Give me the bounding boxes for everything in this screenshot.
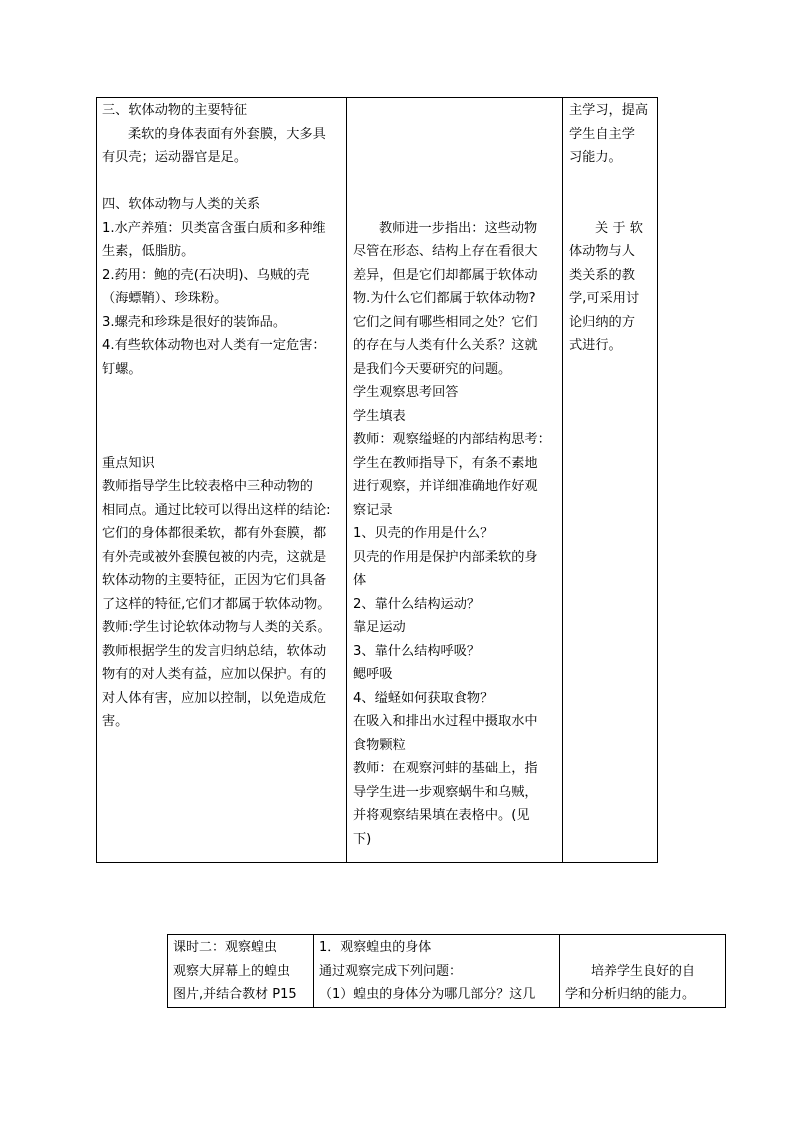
lesson2-line: 图片,并结合教材 P15 xyxy=(173,987,297,1002)
activity-line: 体 xyxy=(353,573,367,588)
intent-line: 类关系的教 xyxy=(569,267,635,283)
lesson2-intent-column xyxy=(560,935,726,1008)
key-knowledge-line: 软体动物的主要特征，正因为它们具备 xyxy=(102,573,327,588)
activity-line: 2、靠什么结构运动？ xyxy=(353,596,481,612)
activity-line: 并将观察结果填在表格中。(见 xyxy=(353,808,530,823)
activity-line: 物.为什么它们都属于软体动物? xyxy=(353,291,536,306)
intent-line: 体动物与人 xyxy=(569,244,635,259)
section-4-line: 生素，低脂肪。 xyxy=(102,244,195,259)
key-knowledge-line: 相同点。通过比较可以得出这样的结论: xyxy=(102,502,331,518)
lesson2-intent-line: 培养学生良好的自 xyxy=(591,963,696,979)
section-4-line: 1.水产养殖：贝类富含蛋白质和多种维 xyxy=(102,220,326,236)
key-knowledge-line: 它们的身体都很柔软，都有外套膜，都 xyxy=(102,526,327,541)
section-4-line: 钉螺。 xyxy=(102,361,142,377)
section-4-line: 2.药用：鲍的壳(石决明)、乌贼的壳 xyxy=(102,267,310,283)
lesson2-activity-column xyxy=(314,935,560,1008)
design-intent-column xyxy=(563,98,658,863)
lesson2-activity-line: （1）蝗虫的身体分为哪几部分？这几 xyxy=(319,987,536,1002)
teacher-activity-column xyxy=(347,98,563,863)
intent-line: 论归纳的方 xyxy=(569,314,635,330)
activity-line: 4、缢蛏如何获取食物？ xyxy=(353,690,494,706)
intent-line: 关 于 软 xyxy=(595,220,643,236)
activity-line: 学生观察思考回答 xyxy=(353,385,459,400)
activity-line: 察记录 xyxy=(353,502,393,518)
lesson2-line: 观察大屏幕上的蝗虫 xyxy=(173,963,291,979)
section-3-title: 三、软体动物的主要特征 xyxy=(102,103,248,118)
section-3-line: 有贝壳；运动器官是足。 xyxy=(102,150,248,165)
lesson2-line: 课时二：观察蝗虫 xyxy=(173,940,278,955)
key-knowledge-line: 教师:学生讨论软体动物与人类的关系。 xyxy=(102,620,331,635)
key-knowledge-title: 重点知识 xyxy=(102,455,155,471)
lesson2-activity-line: 通过观察完成下列问题： xyxy=(319,963,463,979)
activity-line: 食物颗粒 xyxy=(353,737,406,753)
activity-line: 鳃呼吸 xyxy=(353,667,393,682)
activity-line: 教师：在观察河蚌的基础上，指 xyxy=(353,761,538,776)
key-knowledge-line: 害。 xyxy=(102,714,129,729)
activity-line: 3、靠什么结构呼吸？ xyxy=(353,643,481,659)
activity-line: 导学生进一步观察蜗牛和乌贼， xyxy=(353,784,538,800)
activity-line: 下) xyxy=(353,831,372,847)
section-3-line: 柔软的身体表面有外套膜，大多具 xyxy=(128,126,326,142)
activity-line: 1、贝壳的作用是什么？ xyxy=(353,526,494,541)
section-4-title: 四、软体动物与人类的关系 xyxy=(102,197,261,212)
intent-line: 学,可采用讨 xyxy=(569,291,640,306)
lesson2-intent-line: 学和分析归纳的能力。 xyxy=(565,987,696,1002)
activity-line: 教师：观察缢蛏的内部结构思考： xyxy=(353,432,551,447)
activity-line: 学生填表 xyxy=(353,408,406,424)
activity-line: 尽管在形态、结构上存在看很大 xyxy=(353,244,538,259)
activity-line: 靠足运动 xyxy=(353,620,406,635)
section-4-line: 4.有些软体动物也对人类有一定危害： xyxy=(102,338,326,353)
key-knowledge-line: 物有的对人类有益，应加以保护。有的 xyxy=(102,667,327,682)
section-4-line: 3.螺壳和珍珠是很好的装饰品。 xyxy=(102,314,287,330)
activity-line: 差异，但是它们却都属于软体动 xyxy=(353,267,538,283)
key-knowledge-line: 教师根据学生的发言归纳总结，软体动 xyxy=(102,643,327,659)
lesson-plan-table-1 xyxy=(96,97,658,863)
lesson-plan-table-2 xyxy=(167,934,726,1008)
key-knowledge-line: 了这样的特征,它们才都属于软体动物。 xyxy=(102,596,331,612)
lesson2-content-column xyxy=(168,935,314,1008)
section-4-line: （海螵鞘）、珍珠粉。 xyxy=(102,291,228,306)
activity-line: 学生在教师指导下，有条不素地 xyxy=(353,455,538,471)
intent-line: 习能力。 xyxy=(569,150,622,165)
activity-line: 教师进一步指出：这些动物 xyxy=(379,220,538,236)
content-column xyxy=(97,98,347,863)
intent-line: 主学习，提高 xyxy=(569,103,649,118)
key-knowledge-line: 对人体有害，应加以控制，以免造成危 xyxy=(102,690,327,706)
activity-line: 的存在与人类有什么关系？这就 xyxy=(353,338,538,353)
intent-line: 式进行。 xyxy=(569,338,622,353)
key-knowledge-line: 有外壳或被外套膜包被的内壳，这就是 xyxy=(102,549,327,565)
lesson2-activity-line: 1．观察蝗虫的身体 xyxy=(319,940,432,955)
activity-line: 是我们今天要研究的问题。 xyxy=(353,361,512,377)
activity-line: 它们之间有哪些相同之处？它们 xyxy=(353,314,538,330)
key-knowledge-line: 教师指导学生比较表格中三种动物的 xyxy=(102,479,313,494)
intent-line: 学生自主学 xyxy=(569,126,635,142)
activity-line: 进行观察，并详细准确地作好观 xyxy=(353,479,538,494)
activity-line: 贝壳的作用是保护内部柔软的身 xyxy=(353,549,538,565)
activity-line: 在吸入和排出水过程中摄取水中 xyxy=(353,714,538,729)
